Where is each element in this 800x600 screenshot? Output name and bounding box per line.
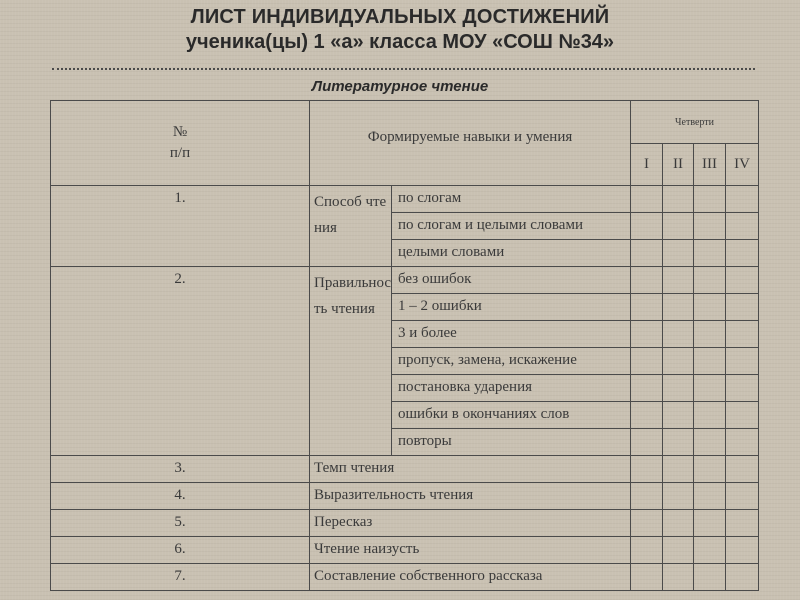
quarter-cell	[631, 240, 663, 267]
skill-item: по слогам	[392, 186, 631, 213]
quarter-cell	[631, 348, 663, 375]
quarter-cell	[694, 348, 726, 375]
quarter-cell	[663, 186, 694, 213]
quarter-cell	[631, 375, 663, 402]
quarter-cell	[726, 348, 759, 375]
quarter-1: I	[631, 144, 663, 186]
row-number: 2.	[51, 267, 310, 456]
skill-item: ошибки в окончаниях слов	[392, 402, 631, 429]
number-abbrev: п/п	[169, 145, 191, 161]
quarter-cell	[694, 267, 726, 294]
quarter-cell	[694, 213, 726, 240]
quarter-cell	[694, 456, 726, 483]
skill-item: постановка ударения	[392, 375, 631, 402]
quarter-cell	[694, 294, 726, 321]
section-name: Способ чтения	[310, 186, 392, 267]
quarter-cell	[631, 186, 663, 213]
achievements-table	[50, 100, 759, 591]
quarter-cell	[631, 564, 663, 591]
quarter-cell	[663, 456, 694, 483]
quarter-cell	[663, 375, 694, 402]
column-header-quarters: Четверти	[631, 101, 759, 144]
quarter-cell	[694, 510, 726, 537]
sheet-title: ЛИСТ ИНДИВИДУАЛЬНЫХ ДОСТИЖЕНИЙ	[190, 6, 610, 28]
quarter-cell	[726, 402, 759, 429]
quarter-cell	[663, 348, 694, 375]
quarter-4: IV	[726, 144, 759, 186]
skill-label: Составление собственного рассказа	[310, 564, 631, 591]
quarter-cell	[631, 321, 663, 348]
number-sign: №	[172, 124, 188, 140]
table-row	[51, 186, 759, 213]
quarter-cell	[726, 240, 759, 267]
quarter-cell	[631, 537, 663, 564]
quarter-cell	[663, 213, 694, 240]
skill-item: 1 – 2 ошибки	[392, 294, 631, 321]
row-number: 5.	[51, 510, 310, 537]
quarter-cell	[631, 213, 663, 240]
quarter-cell	[631, 294, 663, 321]
quarter-cell	[726, 213, 759, 240]
quarter-cell	[726, 321, 759, 348]
table-row	[51, 537, 759, 564]
quarter-cell	[694, 429, 726, 456]
quarter-cell	[663, 240, 694, 267]
quarter-cell	[663, 564, 694, 591]
skill-item: целыми словами	[392, 240, 631, 267]
skill-label: Темп чтения	[310, 456, 631, 483]
subject-title: Литературное чтение	[311, 78, 489, 95]
quarter-cell	[631, 402, 663, 429]
quarter-cell	[694, 402, 726, 429]
skill-item: по слогам и целыми словами	[392, 213, 631, 240]
row-number: 1.	[51, 186, 310, 267]
quarter-cell	[663, 294, 694, 321]
quarter-cell	[663, 321, 694, 348]
table-row	[51, 510, 759, 537]
quarter-cell	[694, 240, 726, 267]
column-header-number	[51, 101, 310, 186]
skill-item: 3 и более	[392, 321, 631, 348]
quarter-cell	[726, 294, 759, 321]
quarter-cell	[663, 267, 694, 294]
quarter-cell	[631, 267, 663, 294]
quarter-cell	[726, 456, 759, 483]
skill-item: без ошибок	[392, 267, 631, 294]
quarter-cell	[663, 402, 694, 429]
row-number: 3.	[51, 456, 310, 483]
quarter-cell	[663, 483, 694, 510]
skill-label: Пересказ	[310, 510, 631, 537]
quarter-cell	[726, 564, 759, 591]
skill-label: Чтение наизусть	[310, 537, 631, 564]
row-number: 6.	[51, 537, 310, 564]
quarter-3: III	[694, 144, 726, 186]
quarter-cell	[631, 456, 663, 483]
quarter-cell	[726, 429, 759, 456]
quarter-cell	[694, 186, 726, 213]
skill-item: повторы	[392, 429, 631, 456]
column-header-skills: Формируемые навыки и умения	[310, 101, 631, 186]
quarter-2: II	[663, 144, 694, 186]
sheet-subtitle: ученика(цы) 1 «а» класса МОУ «СОШ №34»	[185, 31, 615, 53]
quarter-cell	[726, 267, 759, 294]
quarter-cell	[694, 375, 726, 402]
quarter-cell	[694, 564, 726, 591]
skill-item: пропуск, замена, искажение	[392, 348, 631, 375]
quarter-cell	[631, 483, 663, 510]
quarter-cell	[726, 375, 759, 402]
table-header-row	[51, 101, 759, 144]
dotted-divider	[52, 68, 755, 70]
quarter-cell	[694, 483, 726, 510]
table-row	[51, 456, 759, 483]
quarter-cell	[663, 510, 694, 537]
quarter-cell	[631, 429, 663, 456]
section-name: Правильность чтения	[310, 267, 392, 456]
quarter-cell	[726, 510, 759, 537]
quarter-cell	[663, 537, 694, 564]
skill-label: Выразительность чтения	[310, 483, 631, 510]
row-number: 7.	[51, 564, 310, 591]
quarter-cell	[663, 429, 694, 456]
quarter-cell	[726, 537, 759, 564]
quarter-cell	[694, 321, 726, 348]
row-number: 4.	[51, 483, 310, 510]
quarter-cell	[631, 510, 663, 537]
quarter-cell	[694, 537, 726, 564]
quarter-cell	[726, 186, 759, 213]
table-row	[51, 267, 759, 294]
table-row	[51, 564, 759, 591]
quarter-cell	[726, 483, 759, 510]
table-row	[51, 483, 759, 510]
